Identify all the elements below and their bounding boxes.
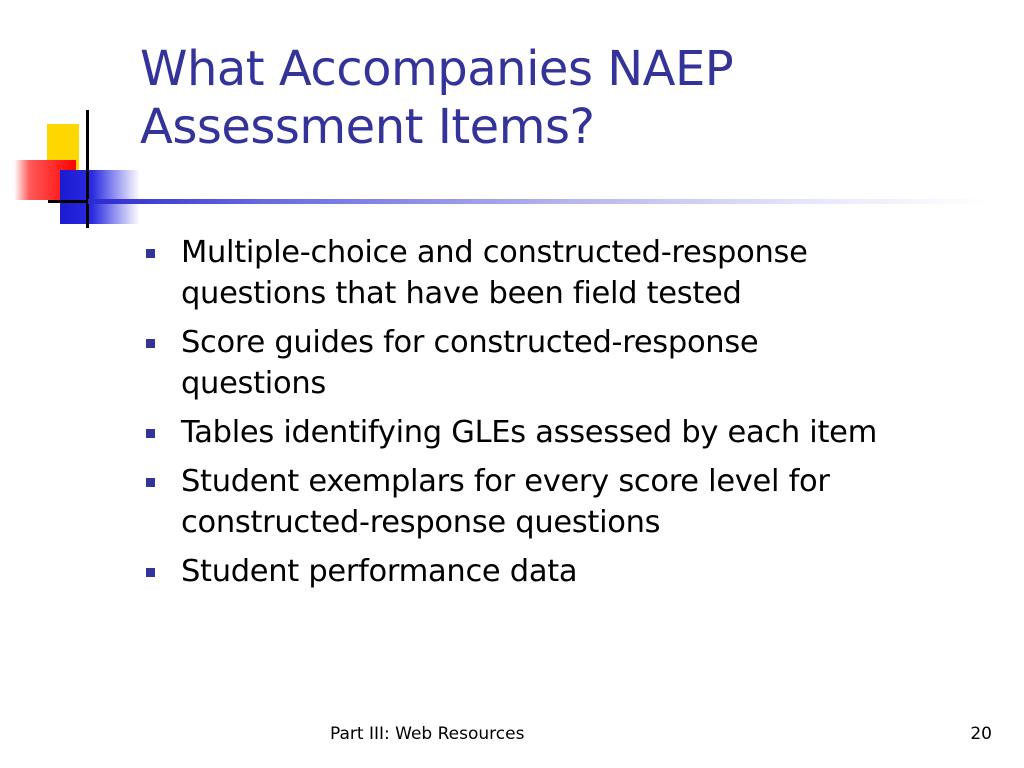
square-bullet-icon [146,249,155,258]
slide-title [140,40,1000,156]
bullet-item [140,551,1010,592]
bullet-item [140,232,1010,314]
bullet-item [140,322,1010,404]
square-bullet-icon [146,429,155,438]
square-bullet-icon [146,339,155,348]
decorative-vertical-line [86,110,89,228]
bullet-text-line: questions [181,366,326,401]
bullet-text-line: Student exemplars for every score level for [181,464,830,499]
bullet-item [140,461,1010,543]
bullet-text-line: Score guides for constructed-response [181,325,759,360]
decorative-blue-square [60,170,140,224]
bullet-text-line: Tables identifying GLEs assessed by each item [181,415,878,450]
bullet-list [140,232,1010,600]
slide-title-line-1: What Accompanies NAEP [140,41,734,97]
footer-section-label: Part III: Web Resources [330,724,525,744]
title-underline-rule [88,199,988,204]
bullet-text-line: constructed-response questions [181,505,661,540]
square-bullet-icon [146,568,155,577]
slide-title-line-2: Assessment Items? [140,99,595,155]
bullet-text-line: Student performance data [181,554,578,589]
bullet-item [140,412,1010,453]
square-bullet-icon [146,478,155,487]
footer-page-number: 20 [970,724,992,744]
bullet-text-line: questions that have been field tested [181,276,742,311]
bullet-text-line: Multiple-choice and constructed-response [181,235,808,270]
